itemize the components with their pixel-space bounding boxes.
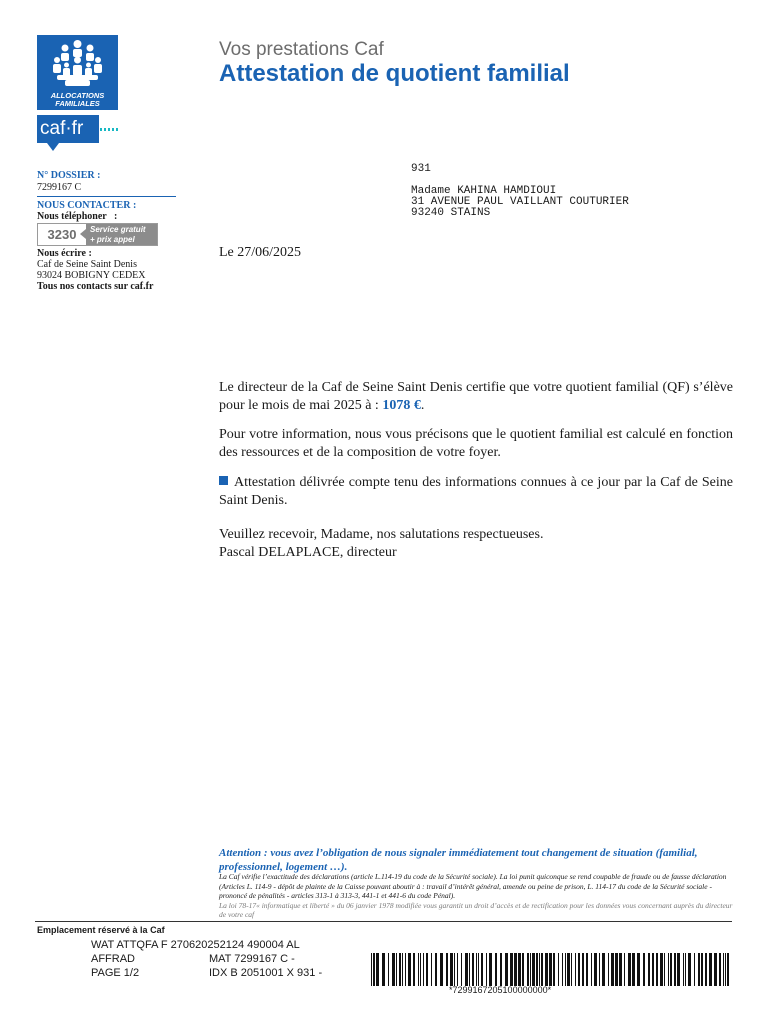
tracking-code-1: WAT ATTQFA F 270620252124 490004 AL xyxy=(91,939,300,951)
barcode-bar xyxy=(450,953,453,986)
barcode-bar xyxy=(709,953,712,986)
barcode-text: *7299167205100000000* xyxy=(449,985,552,995)
barcode-bar xyxy=(454,953,455,986)
barcode-bar xyxy=(586,953,588,986)
paragraph-attestation xyxy=(219,474,733,510)
barcode-bar xyxy=(426,953,428,986)
dossier-label: N° DOSSIER : xyxy=(37,170,101,181)
barcode-bar xyxy=(624,953,625,986)
barcode-bar xyxy=(648,953,650,986)
barcode-bar xyxy=(664,953,665,986)
barcode-bar xyxy=(694,953,695,986)
legal-privacy: La loi 78-17« informatique et liberté » du 06 janvier 1978 modifiée vous garantit un droit d’accès et de rectification pour les données vous concernant auprès du directeur de votre caf xyxy=(219,900,733,919)
barcode-bar xyxy=(549,953,552,986)
barcode-bar xyxy=(465,953,468,986)
tracking-code-2b: MAT 7299167 C - xyxy=(209,953,295,965)
phone-number-box[interactable] xyxy=(37,223,158,246)
paragraph-qf-end: . xyxy=(420,398,425,413)
barcode-bar xyxy=(527,953,529,986)
paragraph-qf-text: Le directeur de la Caf de Seine Saint Denis certifie que votre quotient familial (QF) s’élève pour le mois de mai 2025 à : xyxy=(219,380,733,413)
barcode-bar xyxy=(408,953,411,986)
family-figures-icon xyxy=(43,38,112,92)
barcode-bar xyxy=(446,953,448,986)
barcode-bar xyxy=(376,953,379,986)
barcode-bar xyxy=(705,953,707,986)
barcode-bar xyxy=(637,953,640,986)
caf-logo xyxy=(37,35,118,110)
barcode-bar xyxy=(701,953,703,986)
barcode-bar xyxy=(611,953,614,986)
barcode-bar xyxy=(582,953,584,986)
barcode-bar xyxy=(688,953,691,986)
barcode-bar xyxy=(405,953,406,986)
barcode-bar xyxy=(532,953,535,986)
barcode-bar xyxy=(399,953,401,986)
barcode-bar xyxy=(643,953,645,986)
square-bullet-icon xyxy=(219,476,228,485)
barcode-bar xyxy=(500,953,502,986)
barcode-bar xyxy=(382,953,385,986)
attention-notice: Attention : vous avez l’obligation de nous signaler immédiatement tout changement de situation (familial, professionnel, logement …). xyxy=(219,847,698,873)
closing-line: Veuillez recevoir, Madame, nos salutations respectueuses. xyxy=(219,527,544,542)
barcode-bar xyxy=(495,953,497,986)
phone-label-text: Nous téléphoner xyxy=(37,211,107,222)
barcode-bar xyxy=(571,953,572,986)
barcode-bar xyxy=(628,953,631,986)
signature: Pascal DELAPLACE, directeur xyxy=(219,545,397,560)
phone-badge-line-2: + prix appel xyxy=(90,235,135,244)
write-address-line-1: Caf de Seine Saint Denis xyxy=(37,259,137,270)
barcode-bar xyxy=(562,953,563,986)
barcode-bar xyxy=(373,953,375,986)
barcode-bar xyxy=(530,953,531,986)
barcode-bar xyxy=(683,953,684,986)
barcode-bar xyxy=(469,953,470,986)
caf-fr-brand: caf·fr xyxy=(37,115,99,143)
barcode-bar xyxy=(510,953,513,986)
barcode-bar xyxy=(435,953,437,986)
write-label: Nous écrire : xyxy=(37,248,92,259)
barcode-bar xyxy=(431,953,432,986)
barcode xyxy=(371,953,733,986)
legal-notice xyxy=(219,872,734,920)
barcode-bar xyxy=(599,953,600,986)
barcode-bar xyxy=(388,953,389,986)
barcode-bar xyxy=(725,953,726,986)
barcode-bar xyxy=(558,953,559,986)
brand-dots xyxy=(100,128,120,131)
barcode-bar xyxy=(656,953,658,986)
barcode-bar xyxy=(578,953,580,986)
barcode-bar xyxy=(420,953,421,986)
dossier-number: 7299167 C xyxy=(37,182,82,193)
recipient-street: 31 AVENUE PAUL VAILLANT COUTURIER xyxy=(411,196,629,208)
legal-fraud: La Caf vérifie l’exactitude des déclarations (article L.114-19 du code de la Sécurité sociale). La loi punit quiconque se rend coupable de fraude ou de fausse déclaration (Articles L. 114-9 - dépôt de plainte de la Caisse pouvant aboutir à : travail d’intérêt général, amende ou peine de prison, L. 114-17 du code de la Sécurité sociale - prononcé de pénalités - articles 313-1 à 313-3, 441-1 et 441-6 du code Pénal). xyxy=(219,872,727,900)
barcode-bar xyxy=(632,953,635,986)
barcode-bar xyxy=(567,953,570,986)
barcode-bar xyxy=(545,953,548,986)
barcode-bar xyxy=(668,953,669,986)
barcode-bar xyxy=(575,953,576,986)
barcode-bar xyxy=(413,953,415,986)
barcode-bar xyxy=(522,953,524,986)
barcode-bar xyxy=(602,953,605,986)
barcode-bar xyxy=(486,953,487,986)
logo-line-1: ALLOCATIONS xyxy=(50,91,105,100)
brand-tail xyxy=(47,143,59,151)
barcode-bar xyxy=(723,953,724,986)
barcode-bar xyxy=(719,953,721,986)
write-address-line-2: 93024 BOBIGNY CEDEX xyxy=(37,270,146,281)
barcode-bar xyxy=(619,953,622,986)
barcode-bar xyxy=(553,953,555,986)
footer-divider xyxy=(35,921,732,922)
page-subtitle: Vos prestations Caf xyxy=(219,39,384,60)
barcode-bar xyxy=(472,953,474,986)
barcode-bar xyxy=(396,953,397,986)
barcode-bar xyxy=(440,953,443,986)
barcode-bar xyxy=(674,953,676,986)
logo-line-2: FAMILIALES xyxy=(55,99,100,108)
barcode-bar xyxy=(402,953,403,986)
barcode-bar xyxy=(392,953,395,986)
recipient-city: 93240 STAINS xyxy=(411,207,491,219)
letter-date: Le 27/06/2025 xyxy=(219,245,302,260)
barcode-bar xyxy=(698,953,700,986)
divider xyxy=(37,196,176,197)
barcode-bar xyxy=(541,953,543,986)
recipient-name: Madame KAHINA HAMDIOUI xyxy=(411,185,557,197)
barcode-bar xyxy=(418,953,419,986)
barcode-bar xyxy=(615,953,618,986)
recipient-code: 931 xyxy=(411,163,431,175)
barcode-bar xyxy=(727,953,729,986)
barcode-bar xyxy=(514,953,517,986)
barcode-bar xyxy=(714,953,717,986)
barcode-bar xyxy=(489,953,492,986)
barcode-bar xyxy=(461,953,462,986)
contacts-link[interactable]: Tous nos contacts sur caf.fr xyxy=(37,281,154,292)
paragraph-attestation-text: Attestation délivrée compte tenu des informations connues à ce jour par la Caf de Seine Saint Denis. xyxy=(219,475,733,508)
barcode-bar xyxy=(481,953,483,986)
paragraph-qf xyxy=(219,379,733,415)
tracking-code-2a: AFFRAD xyxy=(91,953,135,965)
barcode-bar xyxy=(652,953,654,986)
phone-label-colon: : xyxy=(114,211,118,222)
barcode-bar xyxy=(565,953,566,986)
barcode-bar xyxy=(660,953,663,986)
barcode-bar xyxy=(685,953,686,986)
barcode-bar xyxy=(478,953,479,986)
tracking-code-3b: IDX B 2051001 X 931 - xyxy=(209,967,323,979)
barcode-bar xyxy=(608,953,609,986)
barcode-bar xyxy=(536,953,538,986)
page-title: Attestation de quotient familial xyxy=(219,60,570,87)
qf-amount: 1078 € xyxy=(382,398,421,413)
barcode-bar xyxy=(518,953,521,986)
phone-badge-line-1: Service gratuit xyxy=(90,225,146,234)
barcode-bar xyxy=(677,953,680,986)
phone-label xyxy=(37,211,117,222)
barcode-bar xyxy=(539,953,540,986)
phone-number: 3230 xyxy=(38,224,86,245)
phone-badge xyxy=(86,224,157,245)
barcode-bar xyxy=(591,953,592,986)
page-indicator: PAGE 1/2 xyxy=(91,967,140,979)
barcode-bar xyxy=(476,953,477,986)
barcode-bar xyxy=(594,953,597,986)
barcode-bar xyxy=(371,953,372,986)
barcode-bar xyxy=(423,953,424,986)
barcode-bar xyxy=(670,953,672,986)
barcode-bar xyxy=(505,953,508,986)
reserved-label: Emplacement réservé à la Caf xyxy=(37,925,165,935)
barcode-bar xyxy=(457,953,458,986)
paragraph-info: Pour votre information, nous vous précisons que le quotient familial est calculé en fonction des ressources et de la composition de votre foyer. xyxy=(219,427,733,460)
contact-label: NOUS CONTACTER : xyxy=(37,200,137,211)
